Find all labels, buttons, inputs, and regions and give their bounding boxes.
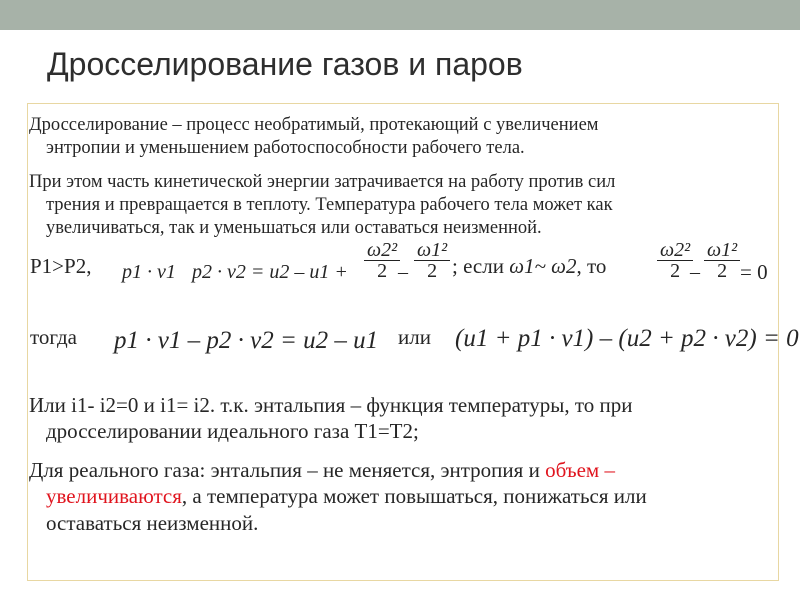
paragraph-text: , а температура может повышаться, понижаться или (181, 484, 647, 509)
paragraph-line: дросселировании идеального газа Т1=Т2; (46, 419, 419, 444)
paragraph-line: энтропии и уменьшением работоспособности рабочего тела. (46, 138, 525, 159)
fraction-denominator: 2 (427, 260, 438, 282)
formula-p2v2-left: p2 · v2 = u2 – u1 + (192, 261, 348, 283)
condition-then: , то (576, 254, 607, 278)
condition-text (452, 254, 606, 279)
fraction-omega1-right (702, 240, 742, 281)
paragraph-line: Дросселирование – процесс необратимый, протекающий с увеличением (29, 115, 599, 135)
fraction-numerator: ω2² (364, 240, 400, 261)
condition-expression: ω1~ ω2 (509, 254, 577, 278)
condition-p1-gt-p2: Р1>Р2, (30, 254, 92, 278)
paragraph-line: При этом часть кинетической энергии затрачивается на работу против сил (29, 172, 616, 192)
fraction-omega1 (412, 240, 452, 281)
equals-zero: = 0 (740, 260, 768, 284)
paragraph-line: увеличиваться, так и уменьшаться или оставаться неизменной. (46, 218, 542, 239)
label-or: или (398, 325, 431, 349)
highlight-increase: увеличиваются (46, 484, 182, 509)
top-bar (0, 0, 800, 30)
paragraph-line: трения и превращается в теплоту. Температура рабочего тела может как (46, 195, 613, 216)
paragraph-line: оставаться неизменной. (46, 510, 259, 535)
paragraph-text: Для реального газа: энтальпия – не меняется, энтропия и (29, 458, 546, 482)
label-then: тогда (30, 325, 77, 349)
formula-energy-balance: p1 · v1 – p2 · v2 = u2 – u1 (114, 327, 379, 354)
fraction-denominator: 2 (717, 260, 728, 282)
minus-sign: – (690, 261, 700, 283)
highlight-volume: объем – (545, 458, 615, 482)
condition-if: ; если (452, 254, 504, 278)
paragraph-line (30, 483, 775, 509)
paragraph-line: Или i1- i2=0 и i1= i2. т.к. энтальпия – функция температуры, то при (29, 393, 633, 417)
paragraph-energy (30, 171, 770, 240)
paragraph-real-gas (30, 457, 775, 536)
paragraph-definition (30, 114, 770, 160)
slide-title: Дросселирование газов и паров (47, 46, 523, 82)
formula-enthalpy-balance: (u1 + p1 · v1) – (u2 + p2 · v2) = 0 (455, 325, 799, 352)
fraction-omega2 (362, 240, 402, 281)
fraction-denominator: 2 (670, 260, 681, 282)
fraction-numerator: ω1² (414, 240, 450, 261)
fraction-numerator: ω1² (704, 240, 740, 261)
formula-p1v1: p1 · v1 (122, 261, 176, 283)
paragraph-ideal-gas (30, 392, 775, 445)
fraction-numerator: ω2² (657, 240, 693, 261)
fraction-denominator: 2 (377, 260, 388, 282)
minus-sign: – (398, 261, 408, 283)
